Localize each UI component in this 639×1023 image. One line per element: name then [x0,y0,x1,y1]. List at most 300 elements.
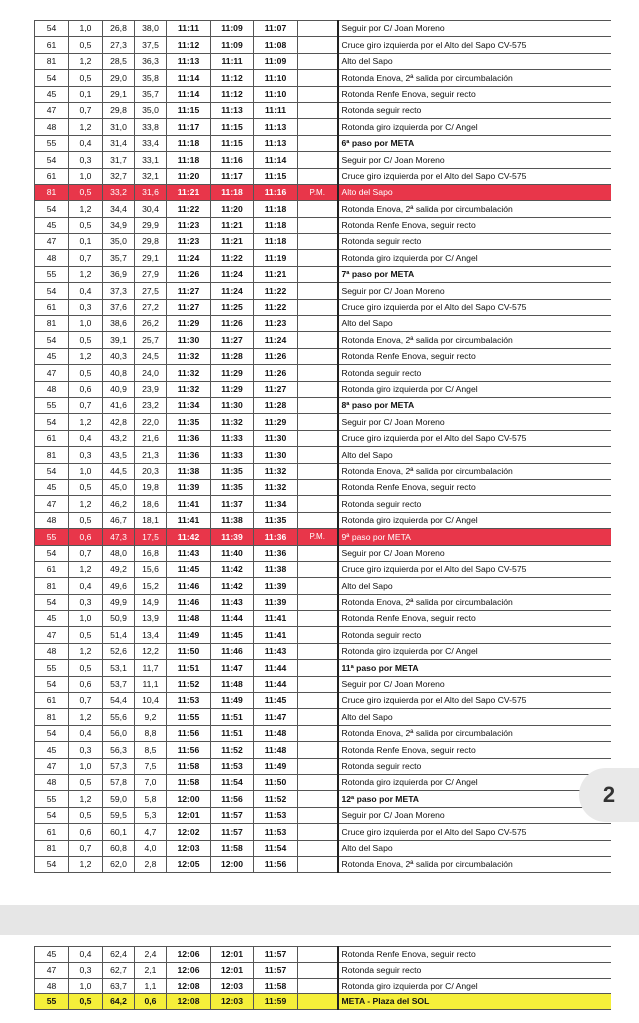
page-number-tab[interactable]: 2 [579,768,639,822]
remaining-distance-cell: 35,7 [135,86,167,102]
partial-distance-cell: 1,2 [69,119,103,135]
time-fast-cell: 11:59 [254,994,298,1010]
time-fast-cell: 11:43 [254,643,298,659]
time-fast-cell: 11:48 [254,725,298,741]
remaining-distance-cell: 33,1 [135,152,167,168]
time-slow-cell: 11:46 [167,594,211,610]
cumulative-distance-cell: 37,6 [103,299,135,315]
time-medium-cell: 11:11 [211,53,254,69]
remaining-distance-cell: 5,8 [135,791,167,807]
time-fast-cell: 11:48 [254,742,298,758]
table-row [35,962,611,978]
time-medium-cell: 11:24 [211,283,254,299]
remaining-distance-cell: 16,8 [135,545,167,561]
cumulative-distance-cell: 37,3 [103,283,135,299]
time-medium-cell: 12:03 [211,978,254,994]
cumulative-distance-cell: 31,4 [103,135,135,151]
partial-distance-cell: 1,2 [69,709,103,725]
table-row [35,611,611,627]
remaining-distance-cell: 25,7 [135,332,167,348]
time-slow-cell: 11:21 [167,184,211,200]
partial-distance-cell: 0,5 [69,365,103,381]
time-slow-cell: 11:58 [167,758,211,774]
segment-code-cell: 54 [35,70,69,86]
time-medium-cell: 11:47 [211,660,254,676]
segment-code-cell: 81 [35,53,69,69]
segment-code-cell: 81 [35,578,69,594]
remaining-distance-cell: 23,9 [135,381,167,397]
time-fast-cell: 11:24 [254,332,298,348]
remaining-distance-cell: 11,7 [135,660,167,676]
marker-cell [298,594,338,610]
table-row [35,21,611,37]
table-row [35,774,611,790]
partial-distance-cell: 0,4 [69,283,103,299]
remaining-distance-cell: 4,7 [135,824,167,840]
remaining-distance-cell: 1,1 [135,978,167,994]
partial-distance-cell: 1,2 [69,414,103,430]
cumulative-distance-cell: 45,0 [103,479,135,495]
remaining-distance-cell: 29,1 [135,250,167,266]
segment-code-cell: 81 [35,447,69,463]
partial-distance-cell: 1,2 [69,561,103,577]
marker-cell [298,962,338,978]
segment-code-cell: 61 [35,37,69,53]
marker-cell [298,947,338,963]
segment-code-cell: 48 [35,774,69,790]
remaining-distance-cell: 27,5 [135,283,167,299]
marker-cell [298,332,338,348]
time-medium-cell: 11:57 [211,807,254,823]
marker-cell [298,824,338,840]
time-slow-cell: 12:03 [167,840,211,856]
segment-code-cell: 61 [35,299,69,315]
cumulative-distance-cell: 46,2 [103,496,135,512]
segment-code-cell: 47 [35,962,69,978]
time-medium-cell: 11:54 [211,774,254,790]
route-description-cell: 7ª paso por META [338,266,611,282]
remaining-distance-cell: 23,2 [135,397,167,413]
time-fast-cell: 11:53 [254,824,298,840]
partial-distance-cell: 1,0 [69,758,103,774]
time-slow-cell: 11:52 [167,676,211,692]
table-row [35,660,611,676]
time-slow-cell: 11:42 [167,529,211,545]
time-slow-cell: 11:41 [167,496,211,512]
table-row [35,709,611,725]
cumulative-distance-cell: 54,4 [103,693,135,709]
time-fast-cell: 11:13 [254,119,298,135]
remaining-distance-cell: 9,2 [135,709,167,725]
route-description-cell: Rotonda giro izquierda por C/ Angel [338,978,611,994]
marker-cell [298,496,338,512]
route-description-cell: Rotonda giro izquierda por C/ Angel [338,250,611,266]
cumulative-distance-cell: 60,1 [103,824,135,840]
cumulative-distance-cell: 39,1 [103,332,135,348]
time-fast-cell: 11:19 [254,250,298,266]
partial-distance-cell: 0,5 [69,994,103,1010]
route-description-cell: Rotonda Enova, 2ª salida por circumbalación [338,201,611,217]
segment-code-cell: 54 [35,807,69,823]
time-slow-cell: 11:56 [167,725,211,741]
time-medium-cell: 11:58 [211,840,254,856]
table-row [35,168,611,184]
table-row [35,447,611,463]
table-row [35,316,611,332]
table-row [35,496,611,512]
segment-code-cell: 54 [35,676,69,692]
marker-cell [298,561,338,577]
remaining-distance-cell: 5,3 [135,807,167,823]
route-description-cell: 8ª paso por META [338,397,611,413]
table-row [35,152,611,168]
time-fast-cell: 11:35 [254,512,298,528]
cumulative-distance-cell: 27,3 [103,37,135,53]
partial-distance-cell: 1,2 [69,266,103,282]
time-medium-cell: 11:32 [211,414,254,430]
time-medium-cell: 11:29 [211,381,254,397]
time-fast-cell: 11:50 [254,774,298,790]
route-description-cell: Rotonda Enova, 2ª salida por circumbalación [338,856,611,872]
time-fast-cell: 11:27 [254,381,298,397]
route-description-cell: Seguir por C/ Joan Moreno [338,152,611,168]
segment-code-cell: 45 [35,742,69,758]
time-slow-cell: 11:36 [167,447,211,463]
time-fast-cell: 11:45 [254,693,298,709]
route-description-cell: Cruce giro izquierda por el Alto del Sapo CV-575 [338,824,611,840]
time-fast-cell: 11:18 [254,234,298,250]
time-fast-cell: 11:23 [254,316,298,332]
segment-code-cell: 54 [35,152,69,168]
segment-code-cell: 55 [35,660,69,676]
table-row [35,397,611,413]
marker-cell [298,742,338,758]
partial-distance-cell: 0,5 [69,217,103,233]
segment-code-cell: 55 [35,135,69,151]
cumulative-distance-cell: 59,0 [103,791,135,807]
route-description-cell: Rotonda seguir recto [338,365,611,381]
partial-distance-cell: 0,3 [69,447,103,463]
marker-cell: P.M. [298,184,338,200]
remaining-distance-cell: 37,5 [135,37,167,53]
table-row [35,332,611,348]
route-description-cell: Alto del Sapo [338,184,611,200]
time-slow-cell: 11:50 [167,643,211,659]
segment-code-cell: 54 [35,463,69,479]
time-slow-cell: 11:26 [167,266,211,282]
time-medium-cell: 11:51 [211,709,254,725]
time-fast-cell: 11:30 [254,447,298,463]
partial-distance-cell: 0,4 [69,725,103,741]
cumulative-distance-cell: 40,8 [103,365,135,381]
route-description-cell: Cruce giro izquierda por el Alto del Sapo CV-575 [338,430,611,446]
time-slow-cell: 12:06 [167,962,211,978]
table-row [35,414,611,430]
time-slow-cell: 12:05 [167,856,211,872]
remaining-distance-cell: 13,9 [135,611,167,627]
partial-distance-cell: 1,2 [69,201,103,217]
table-row [35,807,611,823]
partial-distance-cell: 0,5 [69,332,103,348]
route-description-cell: Seguir por C/ Joan Moreno [338,807,611,823]
cumulative-distance-cell: 57,8 [103,774,135,790]
partial-distance-cell: 0,1 [69,234,103,250]
cumulative-distance-cell: 31,0 [103,119,135,135]
table-row [35,856,611,872]
table-row [35,283,611,299]
marker-cell [298,53,338,69]
partial-distance-cell: 0,5 [69,70,103,86]
time-slow-cell: 11:55 [167,709,211,725]
table-row [35,53,611,69]
table-row [35,86,611,102]
time-fast-cell: 11:32 [254,463,298,479]
remaining-distance-cell: 35,8 [135,70,167,86]
segment-code-cell: 47 [35,234,69,250]
route-description-cell: Cruce giro izquierda por el Alto del Sapo CV-575 [338,37,611,53]
segment-code-cell: 55 [35,266,69,282]
partial-distance-cell: 0,4 [69,947,103,963]
partial-distance-cell: 0,5 [69,627,103,643]
marker-cell [298,693,338,709]
remaining-distance-cell: 26,2 [135,316,167,332]
time-fast-cell: 11:44 [254,660,298,676]
route-description-cell: 6ª paso por META [338,135,611,151]
cumulative-distance-cell: 57,3 [103,758,135,774]
time-fast-cell: 11:07 [254,21,298,37]
table-row [35,184,611,200]
time-medium-cell: 11:52 [211,742,254,758]
remaining-distance-cell: 35,0 [135,102,167,118]
partial-distance-cell: 0,7 [69,545,103,561]
cumulative-distance-cell: 49,6 [103,578,135,594]
remaining-distance-cell: 0,6 [135,994,167,1010]
time-fast-cell: 11:28 [254,397,298,413]
cumulative-distance-cell: 44,5 [103,463,135,479]
table-row [35,758,611,774]
time-slow-cell: 11:18 [167,135,211,151]
table-row [35,250,611,266]
time-medium-cell: 11:24 [211,266,254,282]
remaining-distance-cell: 21,6 [135,430,167,446]
route-description-cell: Rotonda seguir recto [338,234,611,250]
remaining-distance-cell: 15,2 [135,578,167,594]
page-separator [0,905,639,935]
remaining-distance-cell: 24,5 [135,348,167,364]
cumulative-distance-cell: 36,9 [103,266,135,282]
marker-cell [298,381,338,397]
segment-code-cell: 47 [35,758,69,774]
remaining-distance-cell: 7,5 [135,758,167,774]
route-description-cell: Rotonda giro izquierda por C/ Angel [338,381,611,397]
cumulative-distance-cell: 53,7 [103,676,135,692]
time-fast-cell: 11:52 [254,791,298,807]
cumulative-distance-cell: 29,0 [103,70,135,86]
marker-cell [298,807,338,823]
route-description-cell: Rotonda Renfe Enova, seguir recto [338,947,611,963]
route-description-cell: Rotonda Renfe Enova, seguir recto [338,479,611,495]
time-slow-cell: 11:22 [167,201,211,217]
segment-code-cell: 45 [35,348,69,364]
route-timetable-continued [34,946,611,1010]
time-slow-cell: 11:14 [167,86,211,102]
time-fast-cell: 11:39 [254,594,298,610]
marker-cell [298,414,338,430]
partial-distance-cell: 1,0 [69,463,103,479]
time-fast-cell: 11:11 [254,102,298,118]
marker-cell [298,234,338,250]
cumulative-distance-cell: 33,2 [103,184,135,200]
time-medium-cell: 11:33 [211,430,254,446]
time-fast-cell: 11:41 [254,611,298,627]
cumulative-distance-cell: 31,7 [103,152,135,168]
segment-code-cell: 48 [35,381,69,397]
time-fast-cell: 11:15 [254,168,298,184]
route-description-cell: Cruce giro izquierda por el Alto del Sapo CV-575 [338,168,611,184]
route-description-cell: Rotonda seguir recto [338,496,611,512]
time-fast-cell: 11:32 [254,479,298,495]
remaining-distance-cell: 29,8 [135,234,167,250]
time-slow-cell: 11:32 [167,365,211,381]
marker-cell [298,447,338,463]
time-medium-cell: 11:21 [211,234,254,250]
marker-cell [298,21,338,37]
cumulative-distance-cell: 43,2 [103,430,135,446]
remaining-distance-cell: 12,2 [135,643,167,659]
partial-distance-cell: 0,3 [69,594,103,610]
marker-cell [298,299,338,315]
remaining-distance-cell: 7,0 [135,774,167,790]
table-row [35,529,611,545]
time-medium-cell: 11:17 [211,168,254,184]
time-medium-cell: 11:21 [211,217,254,233]
table-row [35,594,611,610]
remaining-distance-cell: 21,3 [135,447,167,463]
route-description-cell: META - Plaza del SOL [338,994,611,1010]
table-row [35,627,611,643]
time-medium-cell: 11:48 [211,676,254,692]
segment-code-cell: 48 [35,250,69,266]
partial-distance-cell: 1,2 [69,643,103,659]
time-fast-cell: 11:09 [254,53,298,69]
route-description-cell: Cruce giro izquierda por el Alto del Sapo CV-575 [338,299,611,315]
segment-code-cell: 54 [35,201,69,217]
cumulative-distance-cell: 34,4 [103,201,135,217]
route-description-cell: Alto del Sapo [338,316,611,332]
table-row [35,693,611,709]
time-medium-cell: 11:09 [211,37,254,53]
marker-cell [298,791,338,807]
time-slow-cell: 11:23 [167,234,211,250]
route-description-cell: Rotonda Renfe Enova, seguir recto [338,86,611,102]
time-medium-cell: 12:01 [211,962,254,978]
time-slow-cell: 12:02 [167,824,211,840]
partial-distance-cell: 0,3 [69,299,103,315]
time-medium-cell: 11:30 [211,397,254,413]
segment-code-cell: 54 [35,594,69,610]
remaining-distance-cell: 22,0 [135,414,167,430]
time-slow-cell: 11:43 [167,545,211,561]
partial-distance-cell: 0,4 [69,430,103,446]
marker-cell [298,725,338,741]
remaining-distance-cell: 19,8 [135,479,167,495]
table-row [35,676,611,692]
table-row [35,102,611,118]
remaining-distance-cell: 8,5 [135,742,167,758]
cumulative-distance-cell: 38,6 [103,316,135,332]
cumulative-distance-cell: 60,8 [103,840,135,856]
time-slow-cell: 11:30 [167,332,211,348]
partial-distance-cell: 1,0 [69,316,103,332]
partial-distance-cell: 1,2 [69,496,103,512]
cumulative-distance-cell: 56,0 [103,725,135,741]
time-medium-cell: 11:27 [211,332,254,348]
remaining-distance-cell: 27,2 [135,299,167,315]
segment-code-cell: 54 [35,21,69,37]
partial-distance-cell: 0,5 [69,774,103,790]
partial-distance-cell: 0,6 [69,529,103,545]
cumulative-distance-cell: 35,0 [103,234,135,250]
time-slow-cell: 11:38 [167,463,211,479]
remaining-distance-cell: 11,1 [135,676,167,692]
time-medium-cell: 12:03 [211,994,254,1010]
cumulative-distance-cell: 64,2 [103,994,135,1010]
remaining-distance-cell: 27,9 [135,266,167,282]
route-description-cell: Rotonda giro izquierda por C/ Angel [338,512,611,528]
time-slow-cell: 12:08 [167,994,211,1010]
time-fast-cell: 11:22 [254,283,298,299]
route-description-cell: Rotonda Renfe Enova, seguir recto [338,742,611,758]
time-fast-cell: 11:44 [254,676,298,692]
marker-cell [298,479,338,495]
remaining-distance-cell: 2,1 [135,962,167,978]
remaining-distance-cell: 20,3 [135,463,167,479]
time-medium-cell: 11:16 [211,152,254,168]
remaining-distance-cell: 31,6 [135,184,167,200]
partial-distance-cell: 0,7 [69,840,103,856]
time-slow-cell: 11:39 [167,479,211,495]
segment-code-cell: 54 [35,856,69,872]
route-description-cell: Alto del Sapo [338,840,611,856]
segment-code-cell: 81 [35,709,69,725]
time-medium-cell: 11:43 [211,594,254,610]
cumulative-distance-cell: 62,0 [103,856,135,872]
time-slow-cell: 11:46 [167,578,211,594]
time-medium-cell: 11:45 [211,627,254,643]
marker-cell [298,463,338,479]
table-row [35,234,611,250]
table-row [35,840,611,856]
cumulative-distance-cell: 32,7 [103,168,135,184]
time-slow-cell: 11:49 [167,627,211,643]
marker-cell [298,578,338,594]
time-slow-cell: 11:35 [167,414,211,430]
marker-cell [298,316,338,332]
time-fast-cell: 11:54 [254,840,298,856]
time-medium-cell: 11:42 [211,578,254,594]
route-description-cell: Rotonda Enova, 2ª salida por circumbalación [338,594,611,610]
table-row [35,381,611,397]
table-row [35,37,611,53]
time-fast-cell: 11:18 [254,201,298,217]
route-description-cell: Seguir por C/ Joan Moreno [338,21,611,37]
marker-cell [298,348,338,364]
marker-cell [298,70,338,86]
time-medium-cell: 11:37 [211,496,254,512]
marker-cell [298,611,338,627]
marker-cell [298,676,338,692]
time-slow-cell: 11:11 [167,21,211,37]
